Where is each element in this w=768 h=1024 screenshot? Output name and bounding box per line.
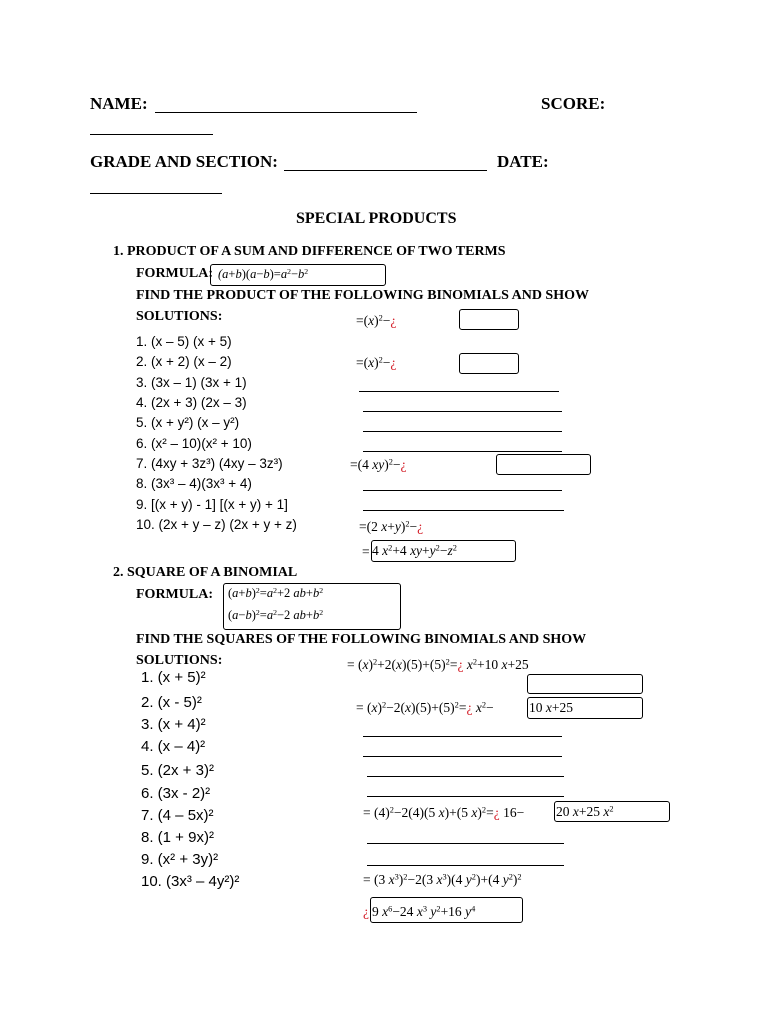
list-item: 10. (3x³ – 4y²)² [141, 873, 240, 890]
list-item: 1. (x – 5) (x + 5) [136, 334, 232, 349]
list-item: 4. (x – 4)² [141, 738, 206, 755]
date-blank[interactable] [90, 193, 222, 194]
answer-line-2-3[interactable] [363, 736, 562, 737]
answer-box-1-1[interactable] [459, 309, 519, 330]
list-item: 3. (3x – 1) (3x + 1) [136, 375, 247, 390]
list-item: 8. (1 + 9x)² [141, 829, 214, 846]
name-blank[interactable] [155, 112, 417, 113]
answer-line-2-5[interactable] [367, 776, 564, 777]
score-label: SCORE: [541, 94, 606, 113]
answer-1-10-result: 4 $x^2+4$ $xy+y^2-z^2$ [372, 543, 457, 558]
grade-section-blank[interactable] [284, 170, 487, 171]
answer-2-2: = $(x)^2-2(x)(5)+(5)^2=¿$ $x^2-$ [356, 700, 494, 715]
answer-2-7-result: 20 x+25 $x^2$ [556, 804, 614, 819]
section2-heading: 2. SQUARE OF A BINOMIAL [113, 565, 298, 580]
answer-line-2-9[interactable] [367, 865, 564, 866]
list-item: 9. (x² + 3y)² [141, 851, 219, 868]
list-item: 5. (x + y²) (x – y²) [136, 415, 240, 430]
answer-line-1-5[interactable] [363, 431, 562, 432]
list-item: 1. (x + 5)² [141, 669, 206, 686]
list-item: 2. (x - 5)² [141, 694, 202, 711]
list-item: 5. (2x + 3)² [141, 762, 214, 779]
list-item: 4. (2x + 3) (2x – 3) [136, 395, 247, 410]
section2-formula-diff: $(a-b)^2=a^2-2$ $ab+b^2$ [228, 607, 324, 622]
list-item: 6. (3x - 2)² [141, 785, 211, 802]
answer-1-1: $=(x)^2-¿$ [356, 313, 397, 328]
grade-section-label: GRADE AND SECTION: [90, 152, 278, 171]
page-title: SPECIAL PRODUCTS [296, 210, 457, 227]
list-item: 2. (x + 2) (x – 2) [136, 354, 232, 369]
answer-line-1-8[interactable] [363, 490, 562, 491]
section1-instruction-line2: SOLUTIONS: [136, 309, 223, 324]
answer-line-1-9[interactable] [363, 510, 564, 511]
answer-2-10: = (3 $x^3)^2-2(3$ $x^3)(4$ $y^2)+(4$ $y^2)^2$ [363, 872, 522, 887]
answer-2-1: = $(x)^2+2(x)(5)+(5)^2=¿$ $x^2+10$ x+25 [347, 657, 529, 672]
list-item: 7. (4 – 5x)² [141, 807, 214, 824]
list-item: 3. (x + 4)² [141, 716, 206, 733]
list-item: 7. (4xy + 3z³) (4xy – 3z³) [136, 456, 283, 471]
section2-formula-label: FORMULA: [136, 587, 213, 602]
answer-line-1-3[interactable] [359, 391, 559, 392]
answer-box-1-7[interactable] [496, 454, 591, 475]
answer-line-1-6[interactable] [363, 451, 562, 452]
answer-line-2-6[interactable] [367, 796, 564, 797]
section1-formula-label: FORMULA: [136, 266, 213, 281]
answer-2-2-result: 10 x+25 [529, 700, 573, 715]
answer-1-10-result-prefix: = [362, 544, 370, 559]
answer-box-1-2[interactable] [459, 353, 519, 374]
list-item: 10. (2x + y – z) (2x + y + z) [136, 517, 297, 532]
list-item: 6. (x² – 10)(x² + 10) [136, 436, 252, 451]
answer-line-1-4[interactable] [363, 411, 562, 412]
section1-instruction-line1: FIND THE PRODUCT OF THE FOLLOWING BINOMIALS AND SHOW [136, 288, 589, 303]
name-label: NAME: [90, 94, 148, 113]
section1-heading: 1. PRODUCT OF A SUM AND DIFFERENCE OF TWO TERMS [113, 244, 506, 259]
section2-formula-sum: $(a+b)^2=a^2+2$ $ab+b^2$ [228, 585, 324, 600]
answer-box-2-1[interactable] [527, 674, 643, 694]
answer-1-10: =(2 x+y)$^2$−¿ [359, 519, 424, 534]
answer-line-2-8[interactable] [367, 843, 564, 844]
answer-2-7: = $(4)^2-2(4)(5$ x)+(5 x)$^2$=¿ 16− [363, 805, 525, 820]
answer-2-10-result: 9 $x^6-24$ $x^3$ $y^2+16$ $y^4$ [372, 904, 476, 919]
answer-line-2-4[interactable] [363, 756, 562, 757]
answer-2-10-result-prefix: ¿ [363, 904, 369, 919]
score-blank[interactable] [90, 134, 213, 135]
answer-1-2: $=(x)^2-¿$ [356, 355, 397, 370]
section2-instruction-line1: FIND THE SQUARES OF THE FOLLOWING BINOMIALS AND SHOW [136, 632, 587, 647]
list-item: 8. (3x³ – 4)(3x³ + 4) [136, 476, 252, 491]
section2-instruction-line2: SOLUTIONS: [136, 653, 223, 668]
answer-1-7: =(4 xy)$^2$−¿ [350, 457, 407, 472]
section1-formula: $(a+b)(a-b)=a^2-b^2$ [218, 266, 309, 281]
list-item: 9. [(x + y) - 1] [(x + y) + 1] [136, 497, 288, 512]
date-label: DATE: [497, 152, 549, 171]
